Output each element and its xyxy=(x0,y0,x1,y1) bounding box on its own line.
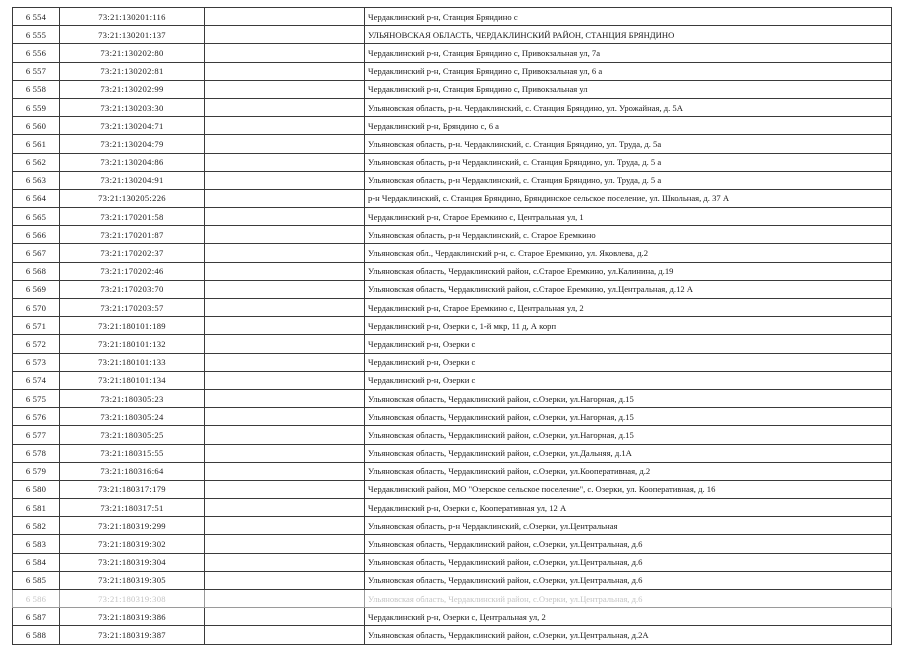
table-row xyxy=(13,571,892,589)
table-row xyxy=(13,80,892,98)
empty-cell xyxy=(205,244,365,262)
row-number-cell: 6 577 xyxy=(13,426,60,444)
cadastral-number-cell: 73:21:180315:55 xyxy=(60,444,205,462)
cadastral-number-cell: 73:21:170201:58 xyxy=(60,208,205,226)
empty-cell xyxy=(205,117,365,135)
empty-cell xyxy=(205,208,365,226)
table-row xyxy=(13,371,892,389)
empty-cell xyxy=(205,299,365,317)
empty-cell xyxy=(205,171,365,189)
row-number-cell: 6 560 xyxy=(13,117,60,135)
cadastral-number-cell: 73:21:130203:30 xyxy=(60,98,205,116)
empty-cell xyxy=(205,389,365,407)
cadastral-number-cell: 73:21:130204:86 xyxy=(60,153,205,171)
table-row xyxy=(13,189,892,207)
row-number-cell: 6 582 xyxy=(13,517,60,535)
cadastral-number-cell: 73:21:130201:137 xyxy=(60,26,205,44)
address-cell: Чердаклинский р-н, Озерки с xyxy=(365,335,892,353)
cadastral-number-cell: 73:21:180101:189 xyxy=(60,317,205,335)
cadastral-number-cell: 73:21:180319:387 xyxy=(60,626,205,644)
cadastral-number-cell: 73:21:130204:79 xyxy=(60,135,205,153)
row-number-cell: 6 581 xyxy=(13,499,60,517)
table-row xyxy=(13,8,892,26)
address-cell: Чердаклинский р-н, Станция Бряндино с, Привокзальная ул, 7а xyxy=(365,44,892,62)
empty-cell xyxy=(205,153,365,171)
empty-cell xyxy=(205,280,365,298)
empty-cell xyxy=(205,226,365,244)
cadastral-number-cell: 73:21:170201:87 xyxy=(60,226,205,244)
empty-cell xyxy=(205,189,365,207)
table-row xyxy=(13,480,892,498)
address-cell: Ульяновская область, Чердаклинский район, с.Старое Еремкино, ул.Центральная, д.12 А xyxy=(365,280,892,298)
empty-cell xyxy=(205,590,365,608)
row-number-cell: 6 555 xyxy=(13,26,60,44)
row-number-cell: 6 554 xyxy=(13,8,60,26)
table-row xyxy=(13,590,892,608)
registry-body xyxy=(13,8,892,645)
address-cell: Ульяновская область, Чердаклинский район, с.Озерки, ул.Центральная, д.2А xyxy=(365,626,892,644)
empty-cell xyxy=(205,98,365,116)
empty-cell xyxy=(205,571,365,589)
table-row xyxy=(13,535,892,553)
cadastral-number-cell: 73:21:180319:299 xyxy=(60,517,205,535)
address-cell: Ульяновская область, Чердаклинский район, с.Озерки, ул.Центральная, д.6 xyxy=(365,553,892,571)
row-number-cell: 6 566 xyxy=(13,226,60,244)
address-cell: Чердаклинский р-н, Озерки с, 1-й мкр, 11 д, А корп xyxy=(365,317,892,335)
empty-cell xyxy=(205,535,365,553)
address-cell: Чердаклинский р-н, Станция Бряндино с, Привокзальная ул, 6 а xyxy=(365,62,892,80)
empty-cell xyxy=(205,26,365,44)
row-number-cell: 6 563 xyxy=(13,171,60,189)
empty-cell xyxy=(205,408,365,426)
cadastral-number-cell: 73:21:170203:57 xyxy=(60,299,205,317)
empty-cell xyxy=(205,62,365,80)
table-row xyxy=(13,135,892,153)
row-number-cell: 6 562 xyxy=(13,153,60,171)
cadastral-number-cell: 73:21:180305:24 xyxy=(60,408,205,426)
address-cell: Чердаклинский р-н, Озерки с, Кооперативная ул, 12 А xyxy=(365,499,892,517)
cadastral-number-cell: 73:21:180317:51 xyxy=(60,499,205,517)
cadastral-number-cell: 73:21:180101:132 xyxy=(60,335,205,353)
row-number-cell: 6 569 xyxy=(13,280,60,298)
address-cell: Ульяновская область, Чердаклинский район, с.Озерки, ул.Нагорная, д.15 xyxy=(365,426,892,444)
address-cell: Ульяновская область, р-н. Чердаклинский, с. Станция Бряндино, ул. Труда, д. 5а xyxy=(365,135,892,153)
table-row xyxy=(13,44,892,62)
row-number-cell: 6 588 xyxy=(13,626,60,644)
address-cell: УЛЬЯНОВСКАЯ ОБЛАСТЬ, ЧЕРДАКЛИНСКИЙ РАЙОН, СТАНЦИЯ БРЯНДИНО xyxy=(365,26,892,44)
empty-cell xyxy=(205,553,365,571)
table-row xyxy=(13,444,892,462)
empty-cell xyxy=(205,80,365,98)
cadastral-number-cell: 73:21:170203:70 xyxy=(60,280,205,298)
row-number-cell: 6 572 xyxy=(13,335,60,353)
cadastral-number-cell: 73:21:130204:91 xyxy=(60,171,205,189)
cadastral-number-cell: 73:21:130202:80 xyxy=(60,44,205,62)
table-row xyxy=(13,608,892,626)
table-row xyxy=(13,262,892,280)
table-row xyxy=(13,426,892,444)
address-cell: Чердаклинский р-н, Станция Бряндино с, Привокзальная ул xyxy=(365,80,892,98)
row-number-cell: 6 564 xyxy=(13,189,60,207)
address-cell: Ульяновская область, р-н Чердаклинский, с.Озерки, ул.Центральная xyxy=(365,517,892,535)
address-cell: Чердаклинский р-н, Бряндино с, 6 а xyxy=(365,117,892,135)
table-row xyxy=(13,462,892,480)
address-cell: Ульяновская область, Чердаклинский район, с.Озерки, ул.Центральная, д.6 xyxy=(365,535,892,553)
empty-cell xyxy=(205,480,365,498)
table-row xyxy=(13,117,892,135)
row-number-cell: 6 574 xyxy=(13,371,60,389)
address-cell: Чердаклинский р-н, Озерки с xyxy=(365,353,892,371)
address-cell: Ульяновская область, Чердаклинский район, с.Озерки, ул.Нагорная, д.15 xyxy=(365,389,892,407)
address-cell: Чердаклинский р-н, Озерки с, Центральная ул, 2 xyxy=(365,608,892,626)
row-number-cell: 6 575 xyxy=(13,389,60,407)
table-row xyxy=(13,244,892,262)
address-cell: Чердаклинский район, МО "Озерское сельское поселение", с. Озерки, ул. Кооперативная, д. 16 xyxy=(365,480,892,498)
address-cell: Ульяновская область, Чердаклинский район, с.Озерки, ул.Центральная, д.6 xyxy=(365,590,892,608)
row-number-cell: 6 570 xyxy=(13,299,60,317)
address-cell: Чердаклинский р-н, Старое Еремкино с, Центральная ул, 1 xyxy=(365,208,892,226)
empty-cell xyxy=(205,317,365,335)
cadastral-number-cell: 73:21:130205:226 xyxy=(60,189,205,207)
address-cell: Чердаклинский р-н, Станция Бряндино с xyxy=(365,8,892,26)
row-number-cell: 6 558 xyxy=(13,80,60,98)
row-number-cell: 6 561 xyxy=(13,135,60,153)
table-row xyxy=(13,408,892,426)
empty-cell xyxy=(205,626,365,644)
empty-cell xyxy=(205,44,365,62)
cadastral-number-cell: 73:21:130202:99 xyxy=(60,80,205,98)
row-number-cell: 6 583 xyxy=(13,535,60,553)
table-row xyxy=(13,353,892,371)
address-cell: Ульяновская область, р-н Чердаклинский, с. Станция Бряндино, ул. Труда, д. 5 а xyxy=(365,153,892,171)
cadastral-number-cell: 73:21:180101:133 xyxy=(60,353,205,371)
empty-cell xyxy=(205,135,365,153)
address-cell: Ульяновская область, Чердаклинский район, с.Озерки, ул.Нагорная, д.15 xyxy=(365,408,892,426)
cadastral-number-cell: 73:21:180319:304 xyxy=(60,553,205,571)
table-row xyxy=(13,280,892,298)
cadastral-number-cell: 73:21:180319:308 xyxy=(60,590,205,608)
table-row xyxy=(13,62,892,80)
table-row xyxy=(13,317,892,335)
empty-cell xyxy=(205,444,365,462)
row-number-cell: 6 586 xyxy=(13,590,60,608)
address-cell: Ульяновская область, р-н Чердаклинский, с. Старое Еремкино xyxy=(365,226,892,244)
address-cell: Ульяновская обл., Чердаклинский р-н, с. Старое Еремкино, ул. Яковлева, д.2 xyxy=(365,244,892,262)
empty-cell xyxy=(205,499,365,517)
cadastral-number-cell: 73:21:180305:23 xyxy=(60,389,205,407)
address-cell: Ульяновская область, р-н Чердаклинский, с. Станция Бряндино, ул. Труда, д. 5 а xyxy=(365,171,892,189)
cadastral-number-cell: 73:21:130204:71 xyxy=(60,117,205,135)
row-number-cell: 6 567 xyxy=(13,244,60,262)
address-cell: Чердаклинский р-н, Озерки с xyxy=(365,371,892,389)
row-number-cell: 6 557 xyxy=(13,62,60,80)
cadastral-number-cell: 73:21:180317:179 xyxy=(60,480,205,498)
address-cell: Ульяновская область, Чердаклинский район, с.Озерки, ул.Кооперативная, д.2 xyxy=(365,462,892,480)
row-number-cell: 6 578 xyxy=(13,444,60,462)
address-cell: Чердаклинский р-н, Старое Еремкино с, Центральная ул, 2 xyxy=(365,299,892,317)
address-cell: Ульяновская область, Чердаклинский район, с.Озерки, ул.Центральная, д.6 xyxy=(365,571,892,589)
cadastral-number-cell: 73:21:180101:134 xyxy=(60,371,205,389)
empty-cell xyxy=(205,8,365,26)
cadastral-number-cell: 73:21:170202:46 xyxy=(60,262,205,280)
cadastral-number-cell: 73:21:180316:64 xyxy=(60,462,205,480)
table-row xyxy=(13,153,892,171)
address-cell: Ульяновская область, Чердаклинский район, с.Озерки, ул.Дальняя, д.1А xyxy=(365,444,892,462)
table-row xyxy=(13,517,892,535)
table-row xyxy=(13,335,892,353)
row-number-cell: 6 559 xyxy=(13,98,60,116)
property-registry-table xyxy=(12,7,892,645)
row-number-cell: 6 579 xyxy=(13,462,60,480)
table-row xyxy=(13,98,892,116)
row-number-cell: 6 573 xyxy=(13,353,60,371)
address-cell: Ульяновская область, Чердаклинский район, с.Старое Еремкино, ул.Калинина, д.19 xyxy=(365,262,892,280)
cadastral-number-cell: 73:21:170202:37 xyxy=(60,244,205,262)
table-row xyxy=(13,26,892,44)
empty-cell xyxy=(205,426,365,444)
empty-cell xyxy=(205,462,365,480)
table-row xyxy=(13,299,892,317)
row-number-cell: 6 576 xyxy=(13,408,60,426)
table-row xyxy=(13,499,892,517)
address-cell: р-н Чердаклинский, с. Станция Бряндино, Бряндинское сельское поселение, ул. Школьная, д. 37 А xyxy=(365,189,892,207)
table-row xyxy=(13,171,892,189)
cadastral-number-cell: 73:21:130202:81 xyxy=(60,62,205,80)
empty-cell xyxy=(205,262,365,280)
row-number-cell: 6 587 xyxy=(13,608,60,626)
table-row xyxy=(13,226,892,244)
cadastral-number-cell: 73:21:180319:386 xyxy=(60,608,205,626)
empty-cell xyxy=(205,335,365,353)
cadastral-number-cell: 73:21:180319:302 xyxy=(60,535,205,553)
table-row xyxy=(13,553,892,571)
row-number-cell: 6 556 xyxy=(13,44,60,62)
table-row xyxy=(13,626,892,644)
row-number-cell: 6 584 xyxy=(13,553,60,571)
table-row xyxy=(13,208,892,226)
row-number-cell: 6 568 xyxy=(13,262,60,280)
empty-cell xyxy=(205,371,365,389)
row-number-cell: 6 585 xyxy=(13,571,60,589)
cadastral-number-cell: 73:21:180305:25 xyxy=(60,426,205,444)
row-number-cell: 6 565 xyxy=(13,208,60,226)
row-number-cell: 6 571 xyxy=(13,317,60,335)
cadastral-number-cell: 73:21:130201:116 xyxy=(60,8,205,26)
table-row xyxy=(13,389,892,407)
cadastral-number-cell: 73:21:180319:305 xyxy=(60,571,205,589)
empty-cell xyxy=(205,353,365,371)
empty-cell xyxy=(205,517,365,535)
address-cell: Ульяновская область, р-н. Чердаклинский, с. Станция Бряндино, ул. Урожайная, д. 5А xyxy=(365,98,892,116)
row-number-cell: 6 580 xyxy=(13,480,60,498)
empty-cell xyxy=(205,608,365,626)
